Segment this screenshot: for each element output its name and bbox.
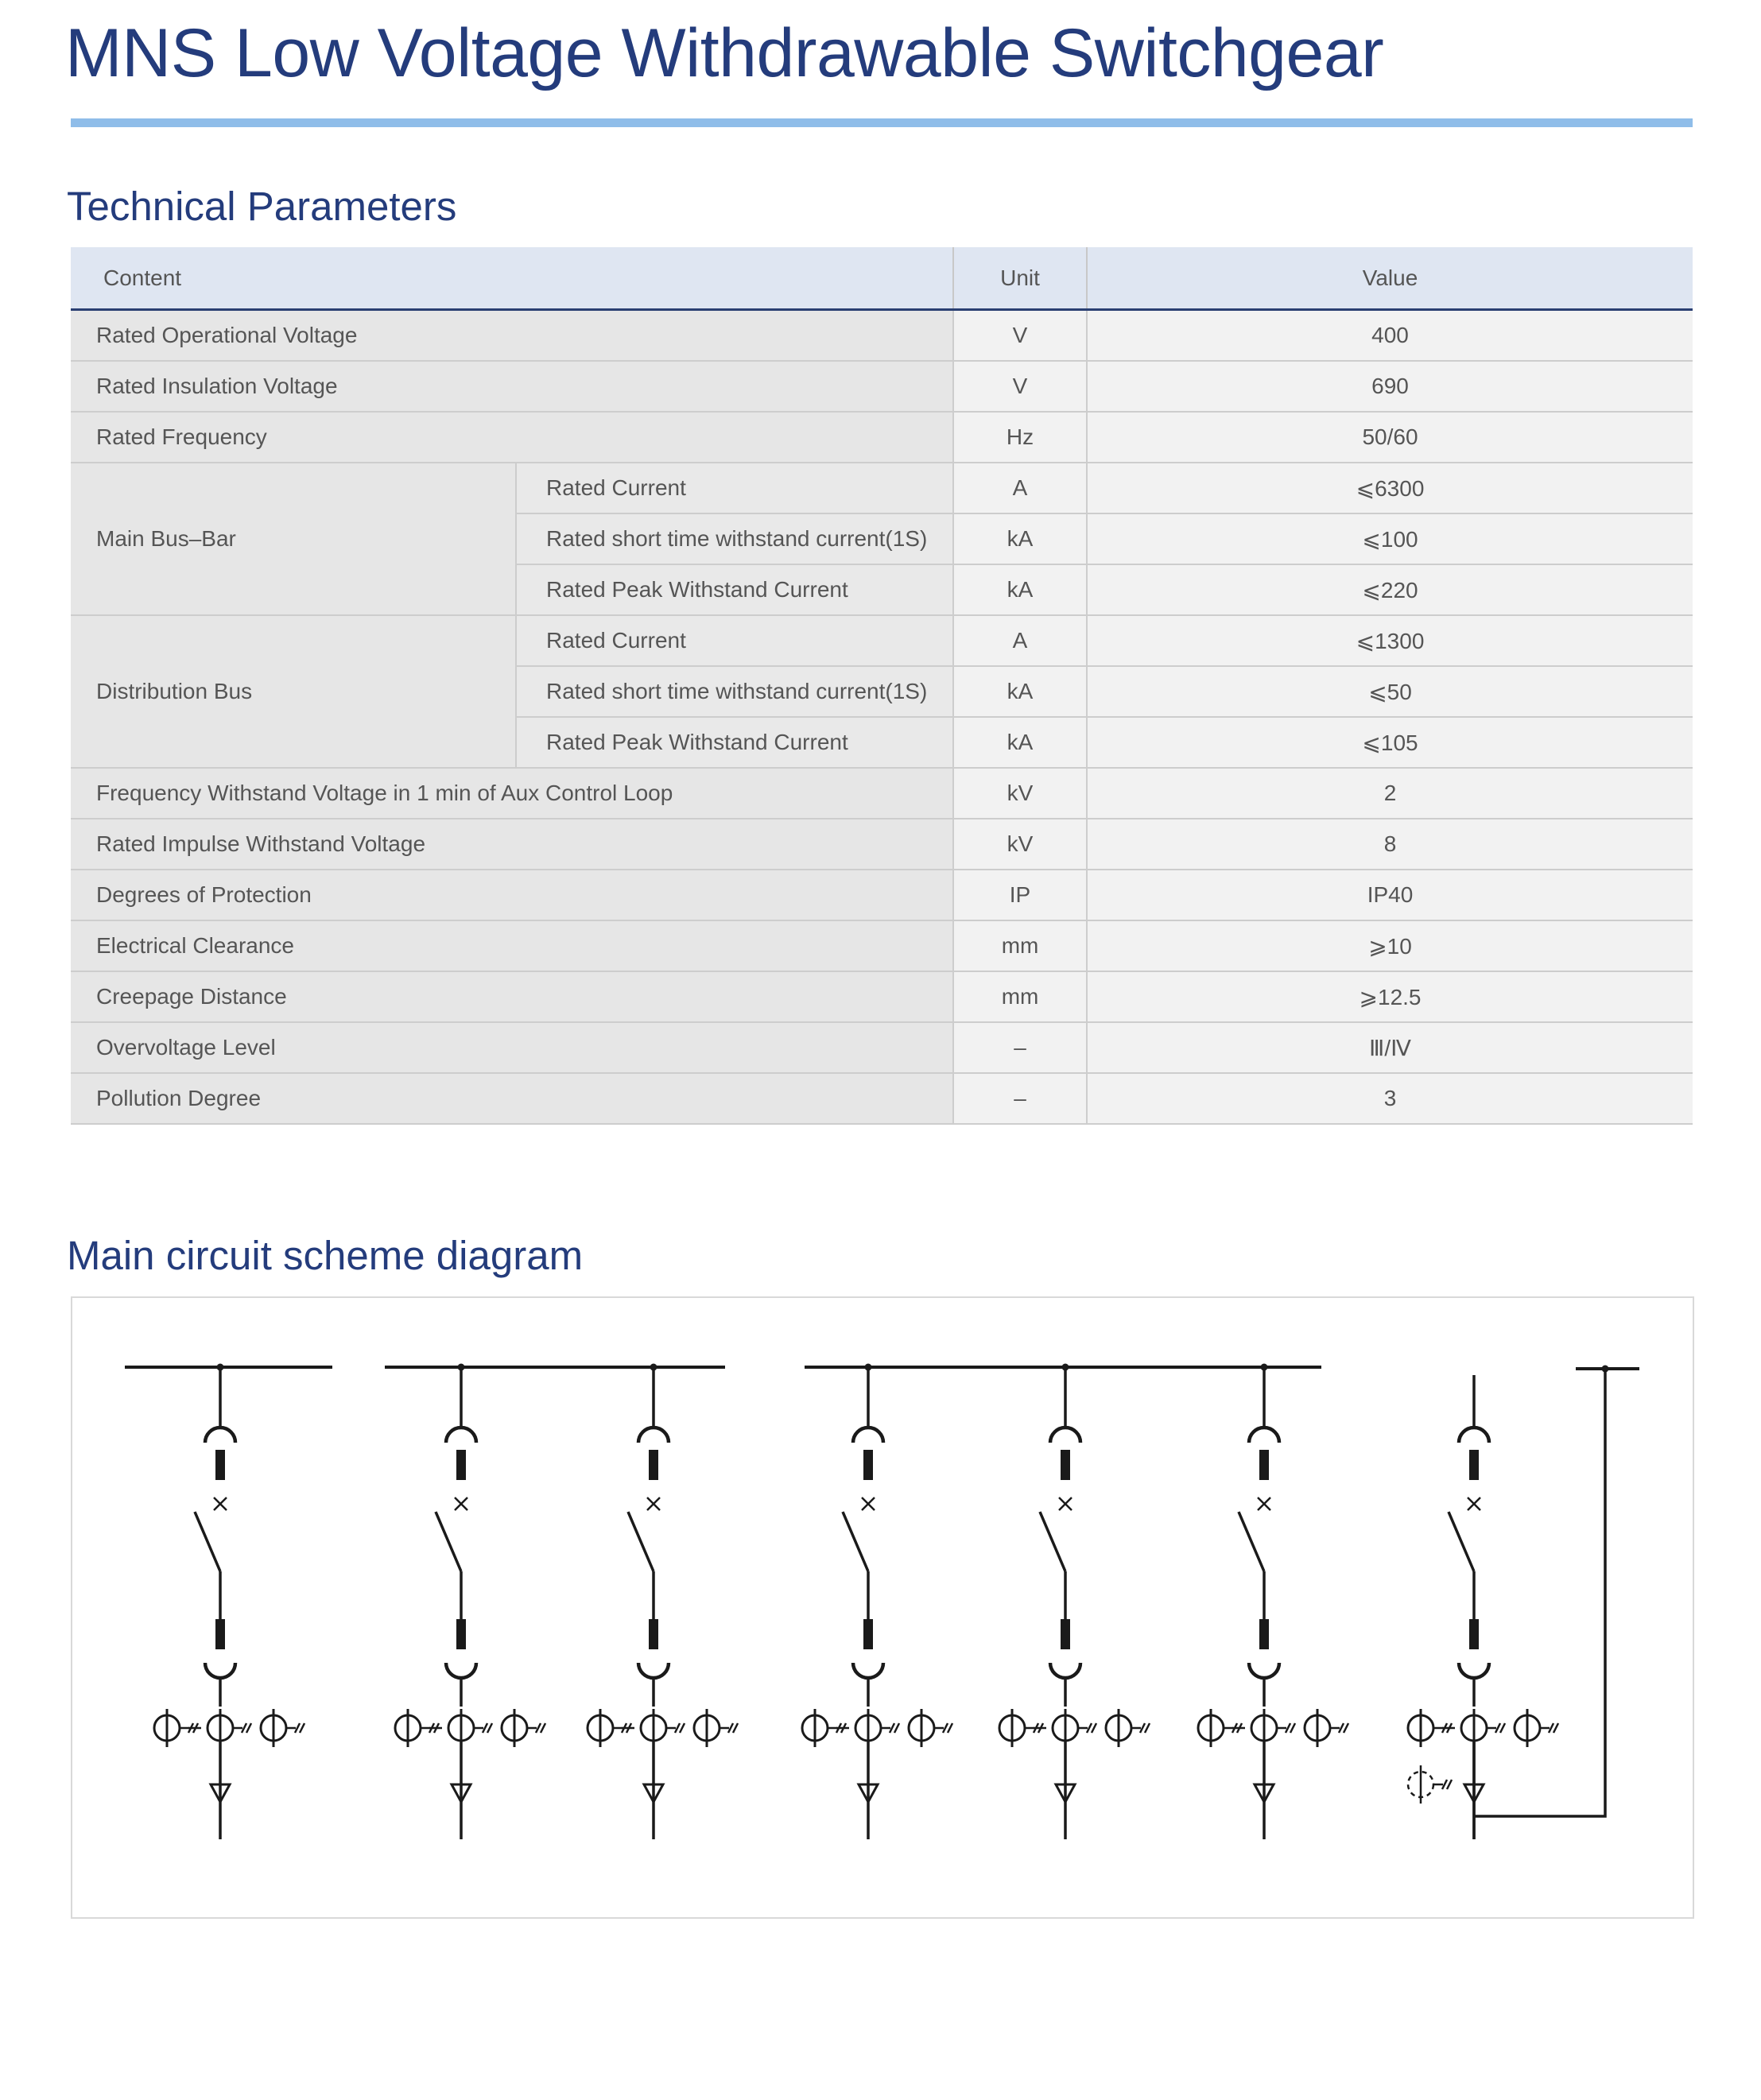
row-value: ⩽100 [1087,513,1693,564]
plug-contact-top [446,1428,476,1443]
contact-block-bottom [456,1619,466,1649]
row-unit: – [953,1073,1087,1124]
row-value: 690 [1087,361,1693,412]
current-transformer-icon-hash [246,1723,251,1733]
plug-contact-bottom [446,1663,476,1678]
row-unit: A [953,615,1087,666]
page-title: MNS Low Voltage Withdrawable Switchgear [65,15,1384,91]
optional-ct-hash [1447,1780,1452,1789]
contact-block-top [1469,1450,1479,1480]
plug-contact-bottom [1050,1663,1080,1678]
plug-contact-bottom [638,1663,669,1678]
bus-junction-dot [1602,1366,1609,1373]
row-parameter: Rated Peak Withstand Current [516,717,953,768]
row-value: ⩾12.5 [1087,971,1693,1022]
breaker-blade [1449,1512,1474,1571]
table-row [71,971,1693,1022]
contact-block-top [1061,1450,1070,1480]
contact-block-top [863,1450,873,1480]
title-rule [71,118,1693,127]
table-row [71,615,1693,666]
row-parameter: Rated short time withstand current(1S) [516,513,953,564]
row-value: Ⅲ/Ⅳ [1087,1022,1693,1073]
plug-contact-top [853,1428,883,1443]
table-row [71,1022,1693,1073]
contact-block-top [215,1450,225,1480]
plug-contact-top [1249,1428,1279,1443]
plug-contact-bottom [205,1663,235,1678]
breaker-blade [1040,1512,1065,1571]
row-value: ⩽220 [1087,564,1693,615]
table-row [71,361,1693,412]
contact-block-bottom [863,1619,873,1649]
row-unit: kV [953,819,1087,870]
row-value: 3 [1087,1073,1693,1124]
row-content: Rated Operational Voltage [71,310,953,362]
row-content: Degrees of Protection [71,870,953,920]
technical-parameters-table [71,247,1693,1125]
current-transformer-icon-hash [733,1723,738,1733]
plug-contact-top [638,1428,669,1443]
row-unit: kA [953,717,1087,768]
column-header-content: Content [71,247,953,310]
plug-contact-top [205,1428,235,1443]
contact-block-bottom [215,1619,225,1649]
breaker-blade [628,1512,654,1571]
contact-block-top [649,1450,658,1480]
row-unit: kA [953,666,1087,717]
contact-block-top [456,1450,466,1480]
table-row [71,463,1693,513]
current-transformer-icon-hash [1553,1723,1558,1733]
row-content: Overvoltage Level [71,1022,953,1073]
contact-block-bottom [649,1619,658,1649]
contact-block-bottom [1259,1619,1269,1649]
current-transformer-icon-hash [1290,1723,1295,1733]
plug-contact-bottom [1459,1663,1489,1678]
row-content: Rated Insulation Voltage [71,361,953,412]
circuit-diagram-heading: Main circuit scheme diagram [67,1233,584,1278]
current-transformer-icon-hash [300,1723,304,1733]
breaker-blade [1239,1512,1264,1571]
row-value: 2 [1087,768,1693,819]
return-conductor [1474,1369,1605,1839]
row-value: 400 [1087,310,1693,362]
row-value: ⩾10 [1087,920,1693,971]
contact-block-bottom [1469,1619,1479,1649]
row-value: ⩽1300 [1087,615,1693,666]
circuit-scheme-diagram [72,1298,1693,1917]
row-unit: V [953,310,1087,362]
row-unit: – [953,1022,1087,1073]
current-transformer-icon-hash [1344,1723,1348,1733]
current-transformer-icon-hash [487,1723,492,1733]
row-unit: kA [953,513,1087,564]
plug-contact-bottom [1249,1663,1279,1678]
circuit-diagram-frame [71,1296,1694,1919]
plug-contact-top [1459,1428,1489,1443]
row-content: Creepage Distance [71,971,953,1022]
table-row [71,1073,1693,1124]
row-content: Frequency Withstand Voltage in 1 min of Aux Control Loop [71,768,953,819]
current-transformer-icon-hash [1145,1723,1150,1733]
breaker-blade [436,1512,461,1571]
row-content: Pollution Degree [71,1073,953,1124]
plug-contact-bottom [853,1663,883,1678]
row-unit: Hz [953,412,1087,463]
row-unit: mm [953,920,1087,971]
row-unit: IP [953,870,1087,920]
row-parameter: Rated Peak Withstand Current [516,564,953,615]
column-header-value: Value [1087,247,1693,310]
table-row [71,870,1693,920]
plug-contact-top [1050,1428,1080,1443]
current-transformer-icon-hash [948,1723,952,1733]
technical-parameters-heading: Technical Parameters [67,184,457,229]
table-row [71,412,1693,463]
table-row [71,920,1693,971]
current-transformer-icon-hash [1500,1723,1505,1733]
row-unit: A [953,463,1087,513]
row-content: Rated Frequency [71,412,953,463]
breaker-blade [843,1512,868,1571]
current-transformer-icon-hash [680,1723,685,1733]
contact-block-top [1259,1450,1269,1480]
contact-block-bottom [1061,1619,1070,1649]
table-header-row [71,247,1693,310]
row-value: ⩽105 [1087,717,1693,768]
row-unit: mm [953,971,1087,1022]
column-header-unit: Unit [953,247,1087,310]
distribution-bus-group-label: Distribution Bus [71,615,516,768]
table-row [71,819,1693,870]
row-value: 8 [1087,819,1693,870]
breaker-blade [195,1512,220,1571]
table-row [71,768,1693,819]
row-value: IP40 [1087,870,1693,920]
current-transformer-icon-hash [541,1723,545,1733]
row-value: ⩽6300 [1087,463,1693,513]
row-parameter: Rated Current [516,615,953,666]
table-row [71,310,1693,362]
row-parameter: Rated Current [516,463,953,513]
current-transformer-icon-hash [1092,1723,1096,1733]
row-content: Electrical Clearance [71,920,953,971]
row-unit: kA [953,564,1087,615]
row-value: 50/60 [1087,412,1693,463]
row-content: Rated Impulse Withstand Voltage [71,819,953,870]
row-parameter: Rated short time withstand current(1S) [516,666,953,717]
current-transformer-icon-hash [894,1723,899,1733]
main-bus-bar-group-label: Main Bus–Bar [71,463,516,615]
row-unit: V [953,361,1087,412]
row-value: ⩽50 [1087,666,1693,717]
row-unit: kV [953,768,1087,819]
